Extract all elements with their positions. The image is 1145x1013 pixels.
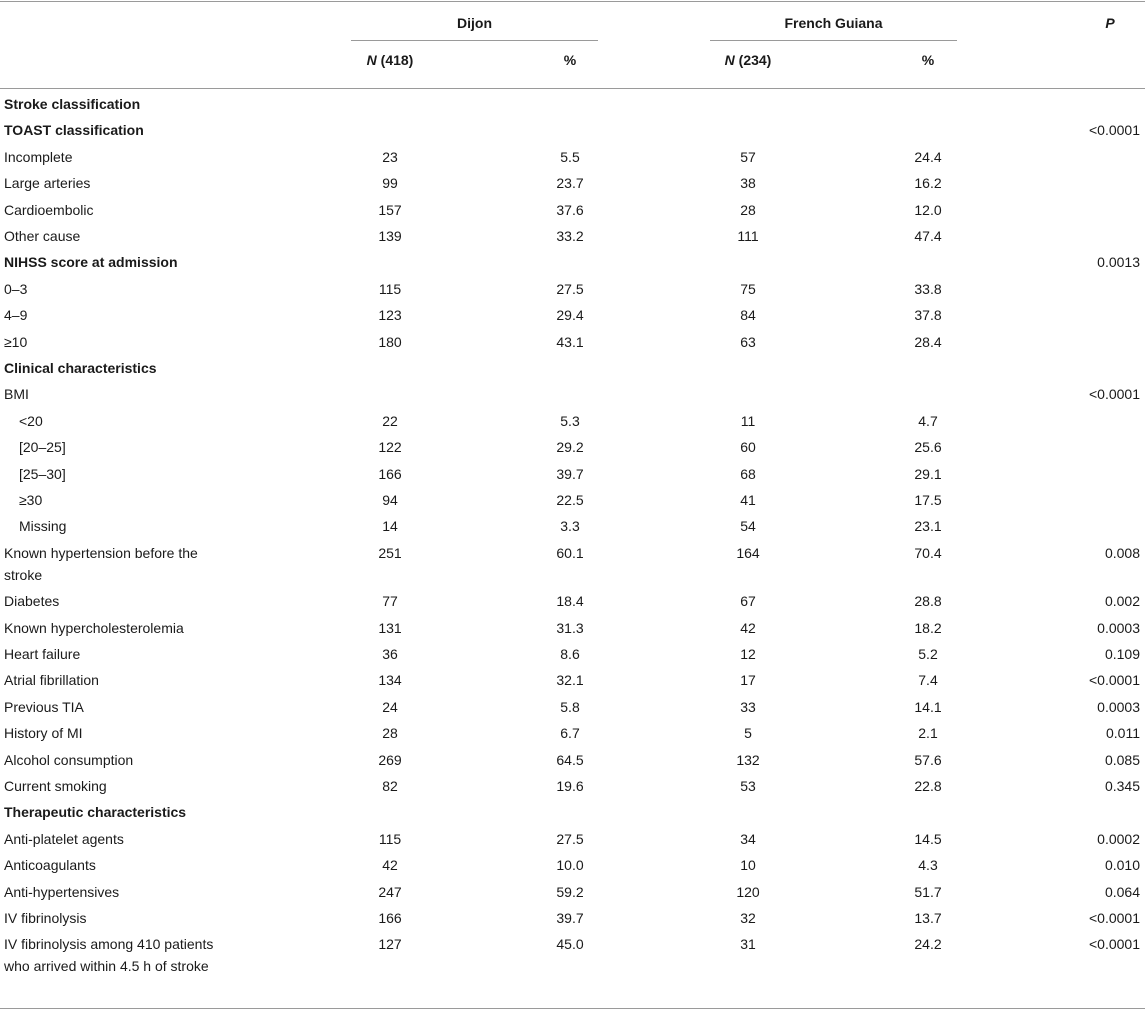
guiana-percent-cell: 33.8 bbox=[914, 280, 942, 297]
p-value-cell: <0.0001 bbox=[1089, 386, 1140, 403]
p-value-cell: 0.008 bbox=[1104, 544, 1140, 561]
guiana-n-cell: 132 bbox=[736, 751, 760, 768]
row-label: [25–30] bbox=[19, 465, 66, 482]
row-label: ≥10 bbox=[4, 333, 28, 350]
row-label: Cardioembolic bbox=[4, 201, 94, 218]
row-label: Missing bbox=[19, 518, 67, 535]
table-top-rule bbox=[0, 1, 1145, 2]
column-header-guiana-percent: % bbox=[921, 52, 935, 68]
guiana-n-italic: N bbox=[724, 52, 735, 68]
dijon-n-cell: 115 bbox=[378, 830, 402, 847]
guiana-percent-cell: 14.1 bbox=[914, 698, 942, 715]
column-group-dijon: Dijon bbox=[457, 15, 492, 31]
guiana-percent-cell: 4.3 bbox=[918, 857, 938, 874]
p-value-cell: 0.0013 bbox=[1097, 254, 1140, 271]
p-value-cell: 0.085 bbox=[1104, 751, 1140, 768]
dijon-percent-cell: 6.7 bbox=[560, 725, 580, 742]
guiana-n-cell: 31 bbox=[740, 936, 756, 953]
guiana-percent-cell: 14.5 bbox=[914, 830, 942, 847]
dijon-percent-cell: 64.5 bbox=[556, 751, 584, 768]
dijon-percent-cell: 18.4 bbox=[556, 593, 584, 610]
dijon-n-cell: 134 bbox=[378, 672, 402, 689]
dijon-n-italic: N bbox=[366, 52, 377, 68]
p-value-cell: <0.0001 bbox=[1089, 910, 1140, 926]
guiana-percent-cell: 57.6 bbox=[914, 751, 942, 768]
p-value-cell: <0.0001 bbox=[1089, 122, 1140, 139]
guiana-n-cell: 164 bbox=[736, 544, 760, 561]
guiana-percent-cell: 24.4 bbox=[914, 148, 942, 165]
row-label: Diabetes bbox=[4, 593, 60, 610]
row-label: Anti-hypertensives bbox=[4, 883, 120, 900]
dijon-n-cell: 28 bbox=[382, 725, 398, 742]
dijon-n-cell: 24 bbox=[382, 698, 398, 715]
table-bottom-rule bbox=[0, 1008, 1145, 1009]
row-label: IV fibrinolysis among 410 patients who arrived within 4.5 h of stroke bbox=[4, 936, 214, 975]
dijon-percent-cell: 8.6 bbox=[560, 646, 580, 662]
row-label: Therapeutic characteristics bbox=[4, 804, 187, 821]
guiana-n-cell: 42 bbox=[740, 619, 756, 636]
p-value-cell: <0.0001 bbox=[1089, 936, 1140, 953]
dijon-span-line bbox=[351, 40, 598, 41]
dijon-percent-cell: 59.2 bbox=[556, 883, 584, 900]
row-label: Previous TIA bbox=[4, 698, 84, 715]
dijon-n-cell: 42 bbox=[382, 857, 398, 874]
dijon-n-cell: 247 bbox=[378, 883, 402, 900]
row-label: Incomplete bbox=[4, 148, 73, 165]
row-label: 4–9 bbox=[4, 307, 28, 324]
row-label: Current smoking bbox=[4, 778, 107, 794]
guiana-percent-cell: 12.0 bbox=[914, 201, 942, 218]
guiana-percent-cell: 16.2 bbox=[914, 175, 942, 192]
row-label: TOAST classification bbox=[4, 122, 144, 139]
guiana-n-cell: 5 bbox=[744, 725, 752, 742]
dijon-n-cell: 82 bbox=[382, 778, 398, 794]
guiana-n-cell: 120 bbox=[736, 883, 760, 900]
guiana-n-count: (234) bbox=[734, 52, 772, 68]
guiana-percent-cell: 28.8 bbox=[914, 593, 942, 610]
guiana-n-cell: 75 bbox=[740, 280, 756, 297]
dijon-n-cell: 127 bbox=[378, 936, 402, 953]
guiana-n-cell: 38 bbox=[740, 175, 756, 192]
row-label: History of MI bbox=[4, 725, 83, 742]
dijon-n-cell: 99 bbox=[382, 175, 398, 192]
row-label: Atrial fibrillation bbox=[4, 672, 99, 689]
guiana-percent-cell: 24.2 bbox=[914, 936, 942, 953]
p-value-cell: 0.0003 bbox=[1097, 698, 1140, 715]
dijon-percent-cell: 3.3 bbox=[560, 518, 580, 535]
row-label: Stroke classification bbox=[4, 96, 141, 112]
guiana-span-line bbox=[710, 40, 957, 41]
p-value-cell: 0.002 bbox=[1104, 593, 1140, 610]
dijon-n-cell: 94 bbox=[382, 492, 398, 508]
dijon-percent-cell: 10.0 bbox=[556, 857, 584, 874]
dijon-percent-cell: 60.1 bbox=[556, 544, 584, 561]
dijon-n-cell: 23 bbox=[382, 148, 398, 165]
guiana-n-cell: 17 bbox=[740, 672, 756, 689]
guiana-percent-cell: 2.1 bbox=[918, 725, 938, 742]
dijon-n-cell: 251 bbox=[378, 544, 402, 561]
guiana-percent-cell: 22.8 bbox=[914, 778, 942, 794]
dijon-percent-cell: 22.5 bbox=[556, 492, 584, 508]
guiana-n-cell: 67 bbox=[740, 593, 756, 610]
row-label: <20 bbox=[19, 412, 43, 429]
guiana-n-cell: 53 bbox=[740, 778, 756, 794]
dijon-n-cell: 180 bbox=[378, 333, 402, 350]
dijon-n-cell: 123 bbox=[378, 307, 402, 324]
dijon-percent-cell: 19.6 bbox=[556, 778, 584, 794]
column-header-p-value bbox=[1085, 14, 1135, 32]
dijon-percent-cell: 23.7 bbox=[556, 175, 584, 192]
dijon-n-cell: 77 bbox=[382, 593, 398, 610]
guiana-n-cell: 111 bbox=[737, 228, 759, 244]
guiana-percent-cell: 5.2 bbox=[918, 646, 938, 662]
p-value-cell: 0.0002 bbox=[1097, 830, 1140, 847]
dijon-percent-cell: 5.5 bbox=[560, 148, 580, 165]
dijon-n-cell: 131 bbox=[378, 619, 402, 636]
dijon-n-cell: 166 bbox=[378, 910, 402, 926]
dijon-n-cell: 36 bbox=[382, 646, 398, 662]
row-label: Alcohol consumption bbox=[4, 751, 134, 768]
dijon-percent-cell: 45.0 bbox=[556, 936, 584, 953]
p-value-cell: 0.345 bbox=[1104, 778, 1140, 794]
row-label: NIHSS score at admission bbox=[4, 254, 178, 271]
dijon-n-cell: 115 bbox=[378, 280, 402, 297]
column-header-guiana-n bbox=[698, 51, 798, 69]
dijon-n-count: (418) bbox=[376, 52, 414, 68]
guiana-n-cell: 68 bbox=[740, 465, 756, 482]
dijon-n-cell: 166 bbox=[378, 465, 402, 482]
guiana-n-cell: 28 bbox=[740, 201, 756, 218]
column-header-dijon-percent: % bbox=[563, 52, 577, 68]
p-value-cell: 0.011 bbox=[1106, 725, 1140, 742]
row-label: Anti-platelet agents bbox=[4, 830, 124, 847]
dijon-percent-cell: 27.5 bbox=[556, 280, 584, 297]
guiana-n-cell: 11 bbox=[740, 412, 756, 429]
guiana-n-cell: 41 bbox=[740, 492, 756, 508]
guiana-n-cell: 12 bbox=[740, 646, 756, 662]
row-label: 0–3 bbox=[4, 280, 28, 297]
row-label: BMI bbox=[4, 386, 29, 403]
guiana-n-cell: 34 bbox=[740, 830, 756, 847]
p-value-cell: 0.064 bbox=[1104, 883, 1140, 900]
dijon-percent-cell: 29.2 bbox=[556, 439, 584, 456]
guiana-n-cell: 33 bbox=[740, 698, 756, 715]
row-label: IV fibrinolysis bbox=[4, 910, 87, 926]
guiana-percent-cell: 18.2 bbox=[914, 619, 942, 636]
dijon-percent-cell: 43.1 bbox=[556, 333, 584, 350]
row-label: Clinical characteristics bbox=[4, 360, 157, 376]
dijon-n-cell: 139 bbox=[378, 228, 402, 244]
guiana-percent-cell: 23.1 bbox=[914, 518, 942, 535]
p-value-cell: <0.0001 bbox=[1089, 672, 1140, 689]
guiana-percent-cell: 47.4 bbox=[914, 228, 942, 244]
dijon-n-cell: 269 bbox=[378, 751, 402, 768]
header-rule bbox=[0, 88, 1145, 89]
row-label: Anticoagulants bbox=[4, 857, 96, 874]
row-label: Known hypercholesterolemia bbox=[4, 619, 184, 636]
dijon-percent-cell: 32.1 bbox=[556, 672, 584, 689]
dijon-percent-cell: 5.3 bbox=[560, 412, 580, 429]
guiana-percent-cell: 7.4 bbox=[918, 672, 938, 689]
row-label: Other cause bbox=[4, 228, 81, 244]
row-label: Heart failure bbox=[4, 646, 81, 662]
row-label: Large arteries bbox=[4, 175, 91, 192]
p-label: P bbox=[1105, 15, 1115, 31]
dijon-percent-cell: 27.5 bbox=[556, 830, 584, 847]
dijon-percent-cell: 39.7 bbox=[556, 910, 584, 926]
column-header-dijon-n bbox=[340, 51, 440, 69]
dijon-percent-cell: 39.7 bbox=[556, 465, 584, 482]
dijon-percent-cell: 29.4 bbox=[556, 307, 584, 324]
dijon-n-cell: 157 bbox=[378, 201, 402, 218]
guiana-percent-cell: 51.7 bbox=[914, 883, 942, 900]
guiana-percent-cell: 28.4 bbox=[914, 333, 942, 350]
p-value-cell: 0.0003 bbox=[1097, 619, 1140, 636]
guiana-percent-cell: 25.6 bbox=[914, 439, 942, 456]
dijon-percent-cell: 33.2 bbox=[556, 228, 584, 244]
guiana-percent-cell: 4.7 bbox=[918, 412, 938, 429]
guiana-n-cell: 84 bbox=[740, 307, 756, 324]
guiana-n-cell: 32 bbox=[740, 910, 756, 926]
dijon-n-cell: 22 bbox=[382, 412, 398, 429]
guiana-n-cell: 60 bbox=[740, 439, 756, 456]
dijon-percent-cell: 37.6 bbox=[556, 201, 584, 218]
p-value-cell: 0.010 bbox=[1104, 857, 1140, 874]
guiana-percent-cell: 37.8 bbox=[914, 307, 942, 324]
dijon-percent-cell: 31.3 bbox=[556, 619, 584, 636]
guiana-percent-cell: 29.1 bbox=[914, 465, 942, 482]
dijon-n-cell: 122 bbox=[378, 439, 402, 456]
row-label: Known hypertension before the stroke bbox=[4, 544, 198, 583]
row-label: [20–25] bbox=[19, 439, 66, 456]
guiana-percent-cell: 70.4 bbox=[914, 544, 942, 561]
guiana-n-cell: 57 bbox=[740, 148, 756, 165]
p-value-cell: 0.109 bbox=[1104, 646, 1140, 662]
guiana-percent-cell: 17.5 bbox=[914, 492, 942, 508]
guiana-n-cell: 10 bbox=[740, 857, 756, 874]
guiana-n-cell: 54 bbox=[740, 518, 756, 535]
guiana-n-cell: 63 bbox=[740, 333, 756, 350]
column-group-french-guiana: French Guiana bbox=[784, 15, 883, 31]
row-label: ≥30 bbox=[19, 492, 43, 508]
guiana-percent-cell: 13.7 bbox=[914, 910, 942, 926]
dijon-n-cell: 14 bbox=[382, 518, 398, 535]
dijon-percent-cell: 5.8 bbox=[560, 698, 580, 715]
